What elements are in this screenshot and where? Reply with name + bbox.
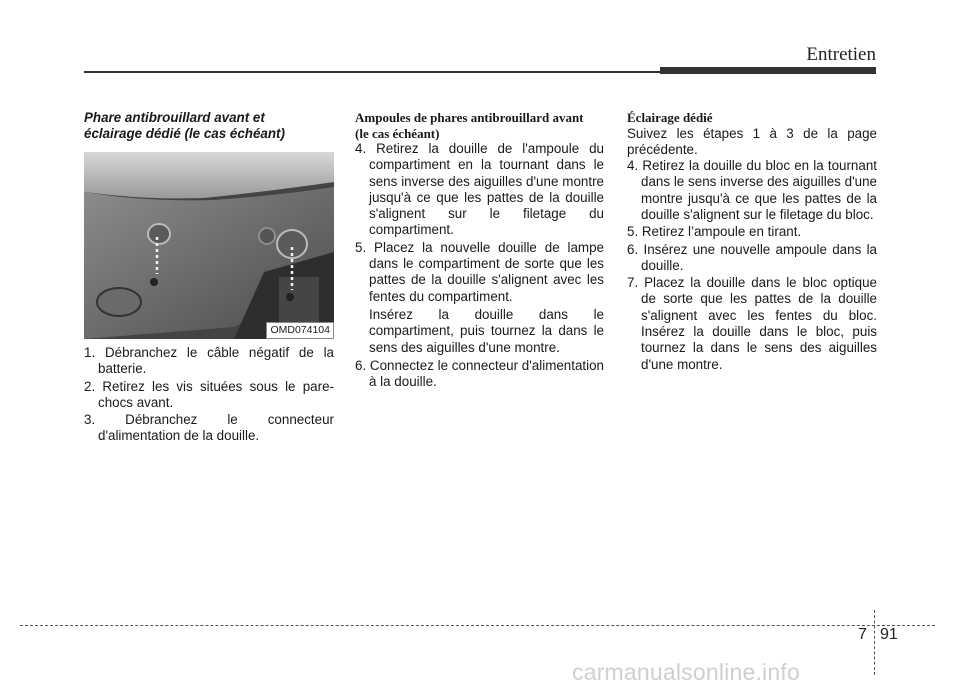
footer-rule (20, 625, 935, 626)
step-item: 4. Retirez la douille de l'ampoule du compartiment en la tournant dans le sens inverse des aiguilles d'une montre jusqu'à ce que les pattes de la douille s'alignent sur le filetage du compartiment. (355, 141, 604, 238)
watermark-text: carmanualsonline.info (572, 659, 800, 685)
header-rule-bar (660, 67, 876, 74)
section-title-line: éclairage dédié (le cas échéant) (84, 126, 285, 141)
photo-caption: OMD074104 (266, 322, 334, 339)
page-number: 91 (880, 626, 898, 643)
step-item: 7. Placez la douille dans le bloc optique de sorte que les pattes de la douille s'alignent avec les fentes du bloc. Insérez la douille dans le bloc, puis tournez la dans le sens des aiguilles d'une montre. (627, 275, 877, 372)
step-item: 6. Connectez le connecteur d'alimentation à la douille. (355, 357, 604, 390)
section-title-line: (le cas échéant) (355, 125, 440, 141)
step-item: 3. Débranchez le connecteur d'alimentation de la douille. (84, 412, 334, 444)
header-title: Entretien (806, 44, 876, 65)
step-item: 6. Insérez une nouvelle ampoule dans la douille. (627, 241, 877, 273)
column-3 (627, 110, 877, 374)
section-title-fog-bulbs (355, 110, 604, 141)
step-item: 1. Débranchez le câble négatif de la batterie. (84, 345, 334, 377)
column-1 (84, 110, 334, 446)
header-rule (84, 71, 664, 73)
footer-separator (874, 610, 875, 675)
section-title-dedicated-lighting: Éclairage dédié (627, 110, 713, 125)
chapter-number: 7 (858, 626, 867, 643)
section-title-fog-lamp (84, 110, 334, 142)
step-item: 2. Retirez les vis situées sous le pare-chocs avant. (84, 378, 334, 410)
step-note: Insérez la douille dans le compartiment, puis tournez la dans le sens des aiguilles d'une montre. (369, 306, 604, 355)
intro-text: Suivez les étapes 1 à 3 de la page précédente. (627, 125, 877, 157)
bumper-illustration (84, 152, 334, 339)
bumper-photo (84, 152, 334, 339)
column-2 (355, 110, 604, 391)
step-item: 5. Placez la nouvelle douille de lampe dans le compartiment de sorte que les pattes de la douille s'alignent avec les fentes du compartiment. (355, 239, 604, 304)
section-title-line: Ampoules de phares antibrouillard avant (355, 110, 584, 125)
step-item: 5. Retirez l’ampoule en tirant. (627, 224, 802, 240)
step-item: 4. Retirez la douille du bloc en la tournant dans le sens inverse des aiguilles d'une montre jusqu'à ce que les pattes de la douille s'alignent sur le filetage du bloc. (627, 158, 877, 222)
section-title-line: Phare antibrouillard avant et (84, 110, 265, 125)
